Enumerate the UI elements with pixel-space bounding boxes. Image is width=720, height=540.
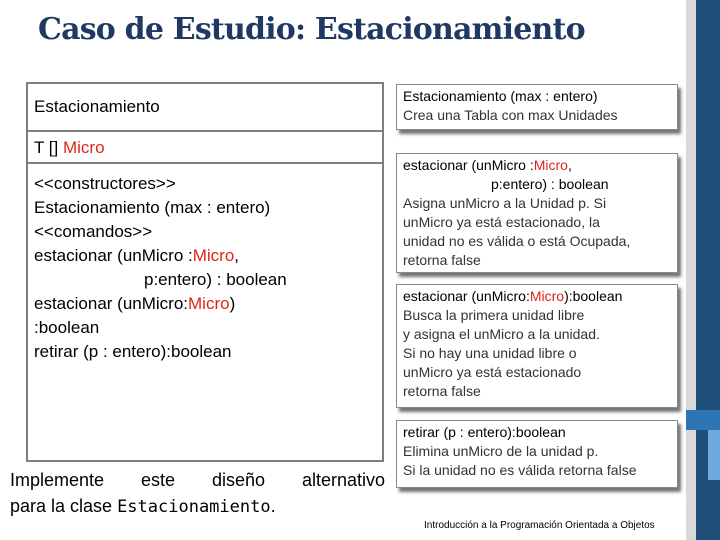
uml-op-estacionar-1: [34, 244, 382, 268]
instruction-period: .: [270, 496, 276, 516]
card2-body-line: Asigna unMicro a la Unidad p. Si: [403, 195, 607, 211]
instruction-word: Implemente: [10, 470, 105, 490]
card-constructor: [396, 84, 678, 130]
card-estacionar-libre: [396, 284, 678, 408]
exercise-instruction: [10, 467, 385, 520]
uml-op2-text: estacionar (unMicro:: [34, 294, 189, 313]
uml-attribute-prefix: T []: [34, 138, 63, 157]
card3-body-line: unMicro ya está estacionado: [403, 364, 582, 380]
instruction-text: para la clase: [10, 496, 118, 516]
uml-op2-return: :boolean: [34, 318, 100, 337]
uml-attribute-type: Micro: [62, 138, 105, 157]
instruction-line-2: [10, 493, 385, 520]
card-retirar-heading: retirar (p : entero):boolean: [403, 424, 566, 440]
card2-body-line: unidad no es válida o está Ocupada,: [403, 233, 631, 249]
uml-class-name-text: Estacionamiento: [34, 97, 160, 116]
card2-heading-type: Micro: [533, 157, 568, 173]
card3-heading-type: Micro: [529, 288, 565, 304]
instruction-word: diseño: [211, 470, 265, 490]
card4-body-line: Si la unidad no es válida retorna false: [403, 462, 637, 478]
card3-body-line: Si no hay una unidad libre o: [403, 345, 577, 361]
uml-op1-text: estacionar (unMicro :: [34, 246, 193, 265]
card3-heading-text: estacionar (unMicro:: [403, 288, 530, 304]
uml-op1-params: p:entero) : boolean: [144, 270, 287, 289]
right-bar-light-stripe: [686, 0, 696, 540]
uml-constructors-header: <<constructores>>: [34, 174, 176, 193]
uml-constructor: Estacionamiento (max : entero): [34, 198, 271, 217]
card2-body-line: unMicro ya está estacionado, la: [403, 214, 600, 230]
card3-body-line: y asigna el unMicro a la unidad.: [403, 326, 600, 342]
uml-attributes: [28, 132, 382, 164]
course-credit: Introducción a la Programación Orientada a Objetos: [424, 520, 655, 531]
slide-title: Caso de Estudio: Estacionamiento: [38, 12, 585, 47]
card-estacionar-unidad-heading: [403, 156, 669, 175]
instruction-class-code: Estacionamiento: [117, 497, 271, 517]
instruction-word: este: [140, 470, 176, 490]
card3-heading-return: ):boolean: [564, 288, 623, 304]
card-estacionar-libre-heading: [403, 287, 669, 306]
card-retirar: [396, 420, 678, 488]
card2-heading-params: p:entero) : boolean: [491, 176, 609, 192]
instruction-line-1: [10, 467, 385, 493]
uml-op2-close: ): [229, 294, 236, 313]
card2-body-line: retorna false: [403, 252, 481, 268]
uml-class-name: [28, 84, 382, 132]
card2-heading-text: estacionar (unMicro :: [403, 157, 534, 173]
uml-op-retirar: retirar (p : entero):boolean: [34, 342, 232, 361]
card3-body-line: Busca la primera unidad libre: [403, 307, 585, 323]
card3-body-line: retorna false: [403, 383, 481, 399]
uml-class-box: [26, 82, 384, 462]
instruction-word: alternativo: [301, 470, 385, 490]
card4-body-line: Elimina unMicro de la unidad p.: [403, 443, 599, 459]
uml-op1-type: Micro: [192, 246, 235, 265]
uml-commands-header: <<comandos>>: [34, 222, 153, 241]
card-estacionar-unidad: [396, 153, 678, 273]
right-bar-accent: [686, 410, 720, 430]
uml-op-estacionar-2: [34, 292, 382, 316]
uml-op2-type: Micro: [188, 294, 230, 313]
right-decorative-bar: [686, 0, 720, 540]
right-bar-accent-2: [708, 430, 720, 480]
card-constructor-heading: Estacionamiento (max : entero): [403, 88, 598, 104]
card-constructor-body: Crea una Tabla con max Unidades: [403, 107, 618, 123]
uml-operations: [28, 164, 382, 460]
card2-heading-comma: ,: [567, 157, 572, 173]
uml-op1-comma: ,: [234, 246, 240, 265]
